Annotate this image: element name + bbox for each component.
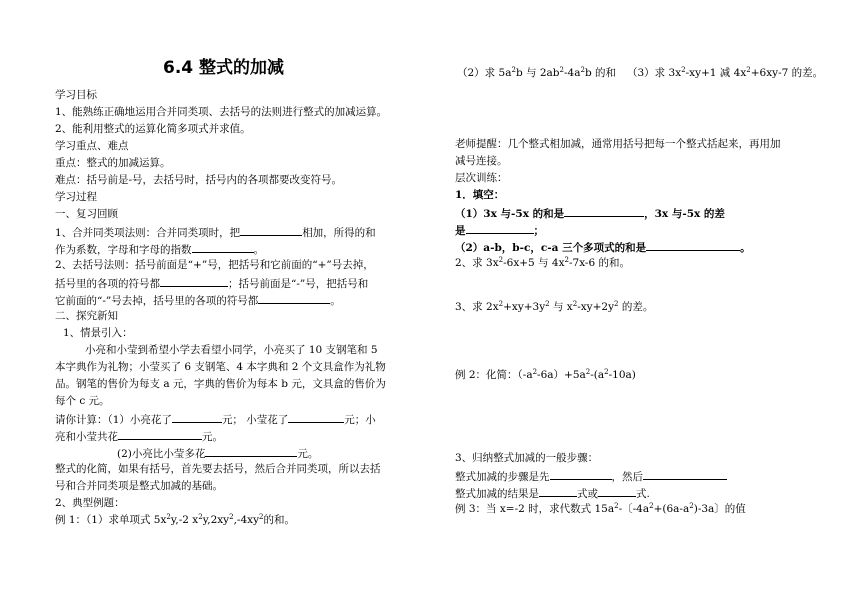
calc-text-f: (2)小亮比小莹多花: [117, 448, 206, 460]
q3-sup2: 2: [746, 66, 751, 74]
p3-sup4: 2: [614, 300, 619, 308]
blank-result-type-2: [598, 485, 636, 497]
p3-sup2: 2: [545, 300, 550, 308]
ex1-t3: y,2xy: [202, 514, 230, 526]
q2-sup3: 2: [580, 66, 585, 74]
blank-minus-sign: [258, 292, 330, 304]
result-t2: 式或: [577, 488, 598, 500]
ex1-sup3: 2: [229, 513, 234, 521]
ex1-sup2: 2: [198, 513, 203, 521]
fill2-t1: （2）a-b，b-c，c-a 三个多项式的和是: [455, 242, 647, 254]
p2-t2: -6x+5 与 4x: [503, 257, 565, 269]
calc-text-c: 元；小: [344, 414, 376, 426]
fill1-t3: 是: [455, 225, 466, 237]
ex1-t5: 的和。: [263, 514, 295, 526]
ex3-t2: -〔-4a: [618, 503, 650, 515]
goals-heading: 学习目标: [55, 89, 97, 101]
ex2-sup3: 2: [604, 368, 609, 376]
question-2: [457, 66, 616, 80]
result-t1: 整式加减的结果是: [455, 488, 539, 500]
examples-heading: 2、典型例题：: [55, 497, 125, 509]
calc-line-3: [117, 445, 318, 461]
calc-line-2: [55, 428, 223, 444]
blank-xiaoliang-cost: [172, 411, 222, 423]
calc-text-d: 亮和小莹共花: [55, 431, 118, 443]
review-1-text-c: 作为系数，字母和字母的指数: [55, 244, 192, 256]
blank-like-terms: [240, 224, 302, 236]
example-1: [55, 513, 295, 527]
fill-1-line2: [455, 222, 544, 238]
ex1-sup1: 2: [166, 513, 171, 521]
blank-xiaoying-cost: [288, 411, 344, 423]
calc-line-1: [55, 411, 376, 427]
calc-text-b: 元； 小莹花了: [221, 414, 289, 426]
calc-text-a: 请你计算：（1）小亮花了: [55, 414, 172, 426]
ex1-t2: y,-2 x: [170, 514, 199, 526]
p2-sup1: 2: [498, 256, 504, 264]
review-1-text-a: 1、合并同类项法则：合并同类项时，把: [55, 227, 241, 239]
review-2-text-d: 它前面的“-”号去掉，括号里的各项的符号都: [55, 295, 259, 307]
blank-total-cost: [118, 428, 202, 440]
p2-t1: 2、求 3x: [455, 257, 499, 269]
ex2-t4: -10a): [608, 369, 636, 381]
ex3-t3: +(6a-a: [653, 503, 690, 515]
ex2-t3: -(a: [590, 369, 605, 381]
question-3: [627, 66, 823, 80]
ex1-t1: 例 1：（1）求单项式 5x: [55, 514, 167, 526]
simplify-line-2: 号和合并同类项是整式加减的基础。: [55, 480, 223, 492]
ex1-t4: ,-4xy: [233, 514, 260, 526]
calc-text-g: 元。: [297, 448, 319, 460]
ex2-t1: 例 2：化简：（-a: [455, 369, 533, 381]
q3-sup1: 2: [681, 66, 686, 74]
p2-t3: -7x-6 的和。: [568, 257, 630, 269]
keypoint: 重点：整式的加减运算。: [55, 157, 171, 169]
ex2-sup2: 2: [585, 368, 591, 376]
teacher-tip-line-1: 老师提醒：几个整式相加减，通常用括号把每一个整式括起来，再用加: [455, 138, 781, 150]
p3-sup1: 2: [498, 300, 504, 308]
steps-t1: 整式加减的步骤是先: [455, 471, 550, 483]
blank-step-first: [550, 468, 612, 480]
p3-t2: +xy+3y: [503, 301, 546, 313]
scene-heading: 1、情景引入：: [63, 327, 133, 339]
q2-sup2: 2: [559, 66, 564, 74]
keypoints-heading: 学习重点、难点: [55, 140, 129, 152]
summary-heading: 3、归纳整式加减的一般步骤：: [455, 452, 599, 464]
ex3-sup1: 2: [614, 502, 619, 510]
review-1-text-d: 。: [253, 244, 264, 256]
q2-sup1: 2: [511, 66, 516, 74]
fill-heading: 1．填空：: [455, 189, 505, 201]
q3-t2: -xy+1 减 4x: [685, 67, 747, 79]
fill1-t4: ；: [533, 225, 544, 237]
blank-difference: [205, 445, 297, 457]
difficulty: 难点：括号前是-号，去括号时，括号内的各项都要改变符号。: [55, 174, 343, 186]
review-heading: 一、复习回顾: [55, 208, 118, 220]
scene-line-4: 每个 c 元。: [55, 395, 110, 407]
teacher-tip-line-2: 减号连接。: [455, 155, 508, 167]
steps-t2: ，然后: [611, 471, 643, 483]
scene-line-2: 本字典作为礼物；小莹买了 6 支钢笔、4 本字典和 2 个文具盒作为礼物: [55, 361, 386, 373]
ex3-t1: 例 3：当 x=-2 时，求代数式 15a: [455, 503, 615, 515]
p3-sup3: 2: [572, 300, 578, 308]
example-2: [455, 368, 636, 382]
p3-t5: 的差。: [618, 301, 654, 313]
review-1-text-b: 相加，所得的和: [302, 227, 376, 239]
goal-1: 1、能熟练正确地运用合并同类项、去括号的法则进行整式的加减运算。: [55, 106, 388, 118]
fill-1-line1: [455, 205, 725, 221]
p3-t4: -xy+2y: [577, 301, 615, 313]
process-heading: 学习过程: [55, 191, 97, 203]
blank-sum-3x-5x: [564, 205, 644, 217]
page-title: 6.4 整式的加减: [163, 58, 285, 78]
blank-plus-sign: [160, 275, 228, 287]
blank-result-type-1: [539, 485, 577, 497]
scene-line-1: 小亮和小莹到希望小学去看望小同学，小亮买了 10 支钢笔和 5: [85, 344, 378, 356]
blank-exponents: [192, 241, 254, 253]
simplify-line-1: 整式的化简，如果有括号，首先要去括号，然后合并同类项，所以去括: [55, 463, 381, 475]
review-2-text-c: ；括号前面是“-”号，把括号和: [228, 278, 369, 290]
steps-line: [455, 468, 727, 484]
p3-t3: 与 x: [549, 301, 573, 313]
ex1-sup4: 2: [259, 513, 264, 521]
ex3-sup2: 2: [649, 502, 654, 510]
blank-three-poly-sum: [646, 239, 740, 251]
p2-sup2: 2: [564, 256, 569, 264]
ex2-sup1: 2: [532, 368, 538, 376]
q3-t3: +6xy-7 的差。: [750, 67, 824, 79]
fill1-t1: （1）3x 与-5x 的和是: [455, 208, 565, 220]
q2-t4: b 的和: [584, 67, 616, 79]
review-rule-2-line1: 2、去括号法则：括号前面是“+”号，把括号和它前面的“+”号去掉，: [55, 259, 374, 271]
practice-3: [455, 300, 653, 314]
explore-heading: 二、探究新知: [55, 310, 118, 322]
p3-t1: 3、求 2x: [455, 301, 499, 313]
review-rule-1-line1: [55, 224, 376, 240]
goal-2: 2、能利用整式的运算化简多项式并求值。: [55, 123, 251, 135]
fill-2: [455, 239, 751, 255]
example-3: [455, 502, 746, 516]
result-line: [455, 485, 650, 501]
review-rule-2-line3: [55, 292, 341, 308]
q2-t2: b 与 2ab: [515, 67, 560, 79]
review-2-text-b: 括号里的各项的符号都: [55, 278, 160, 290]
review-rule-1-line2: [55, 241, 264, 257]
ex3-t4: )-3a〕的值: [693, 503, 746, 515]
result-t3: 式.: [636, 488, 650, 500]
blank-step-then: [643, 468, 727, 480]
ex2-t2: -6a）+5a: [537, 369, 586, 381]
q2-t3: -4a: [563, 67, 581, 79]
ex3-sup3: 2: [689, 502, 694, 510]
practice-2: [455, 256, 630, 270]
blank-diff-3x-5x: [466, 222, 534, 234]
calc-text-e: 元。: [202, 431, 223, 443]
scene-line-3: 品。钢笔的售价为每支 a 元，字典的售价为每本 b 元，文具盒的售价为: [55, 378, 386, 390]
q2-t1: （2）求 5a: [457, 67, 512, 79]
review-rule-2-line2: [55, 275, 368, 291]
q3-t1: （3）求 3x: [627, 67, 682, 79]
fill2-t2: 。: [740, 242, 751, 254]
fill1-t2: ，3x 与-5x 的差: [644, 208, 725, 220]
review-2-text-e: 。: [330, 295, 341, 307]
practice-heading: 层次训练：: [455, 172, 508, 184]
